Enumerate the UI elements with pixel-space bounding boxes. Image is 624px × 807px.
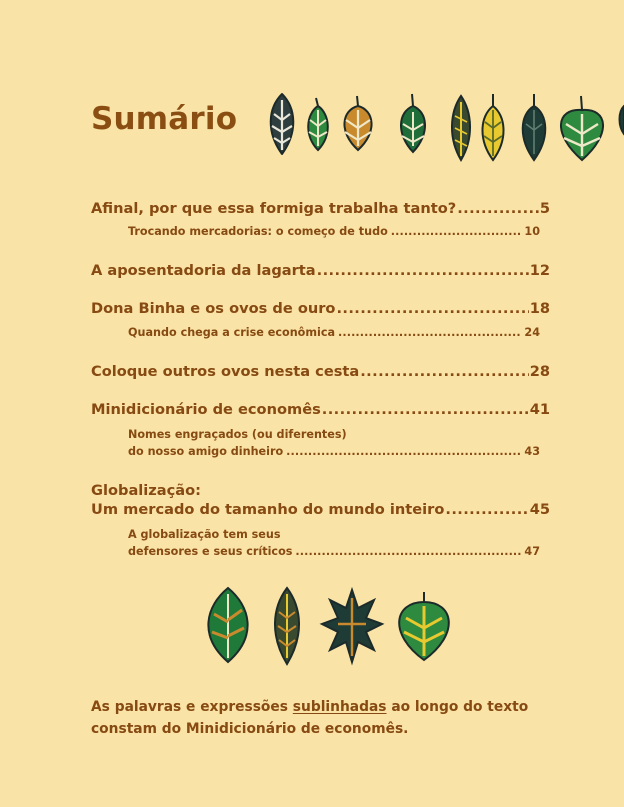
toc-subentry-title: defensores e seus críticos: [128, 545, 293, 558]
toc-entry[interactable]: [91, 481, 550, 519]
leaf-icon: [322, 590, 382, 662]
toc-subentry[interactable]: [128, 427, 540, 459]
footnote-text: As palavras e expressões: [91, 699, 293, 715]
toc-entry-title: Coloque outros ovos nesta cesta: [91, 363, 360, 380]
leaf-icon: [452, 96, 470, 160]
toc-entry-title: Afinal, por que essa formiga trabalha tanto?: [91, 200, 457, 217]
toc-subentry-title: do nosso amigo dinheiro: [128, 445, 284, 458]
toc-entry-title: Globalização:: [91, 482, 202, 499]
footnote: [91, 696, 531, 740]
toc-subentry-title: Trocando mercadorias: o começo de tudo: [128, 225, 388, 238]
toc-page-number: 12: [529, 262, 550, 279]
toc-subentry[interactable]: [128, 224, 540, 239]
leaf-icon: [482, 94, 503, 160]
toc-subentry-title: Quando chega a crise econômica: [128, 326, 336, 339]
toc-entry[interactable]: [91, 299, 550, 318]
toc-leader: [360, 362, 528, 381]
leaf-icon: [208, 588, 247, 662]
toc-entry[interactable]: [91, 199, 550, 218]
leaf-decoration-top: [262, 88, 624, 168]
leaf-icon: [308, 98, 328, 150]
toc-page-number: 41: [529, 401, 550, 418]
toc-leader: [286, 444, 521, 459]
toc-entry[interactable]: [91, 362, 550, 381]
toc-leader: [322, 400, 529, 419]
leaf-icon: [344, 96, 371, 150]
leaf-icon: [275, 588, 299, 664]
toc-subentry-title: A globalização tem seus: [128, 528, 281, 541]
toc-page-number: 5: [539, 200, 550, 217]
toc-page-number: 28: [529, 363, 550, 380]
toc-page-number: 24: [524, 326, 540, 339]
toc-page-number: 10: [524, 225, 540, 238]
toc-leader: [391, 224, 522, 239]
toc-entry-title: Minidicionário de economês: [91, 401, 321, 418]
leaf-icon: [401, 94, 425, 152]
toc-entry[interactable]: [91, 261, 550, 280]
toc-leader: [457, 199, 539, 218]
leaf-icon: [523, 94, 546, 160]
leaf-icon: [561, 96, 603, 160]
leaf-decoration-middle: [198, 584, 458, 668]
toc-leader: [445, 500, 528, 519]
toc-leader: [295, 544, 521, 559]
toc-entry-title: A aposentadoria da lagarta: [91, 262, 316, 279]
toc-page-number: 47: [524, 545, 540, 558]
toc-leader: [338, 325, 521, 340]
toc-leader: [336, 299, 528, 318]
toc-page-number: 43: [524, 445, 540, 458]
toc-subentry-title: Nomes engraçados (ou diferentes): [128, 428, 347, 441]
toc-subentry[interactable]: [128, 527, 540, 559]
toc-subentry[interactable]: [128, 325, 540, 340]
footnote-text: ao longo do texto constam do Minidicionário de economês.: [91, 699, 529, 737]
toc-entry-title: Um mercado do tamanho do mundo inteiro: [91, 501, 445, 518]
footnote-underlined-word: sublinhadas: [292, 699, 387, 715]
leaf-icon: [620, 106, 624, 134]
page-title: Sumário: [91, 101, 238, 137]
toc-page-number: 18: [529, 300, 550, 317]
toc-leader: [317, 261, 529, 280]
leaf-icon: [271, 94, 294, 154]
toc-entry-title: Dona Binha e os ovos de ouro: [91, 300, 336, 317]
leaf-icon: [399, 592, 449, 660]
toc-page-number: 45: [529, 501, 550, 518]
toc-entry[interactable]: [91, 400, 550, 419]
